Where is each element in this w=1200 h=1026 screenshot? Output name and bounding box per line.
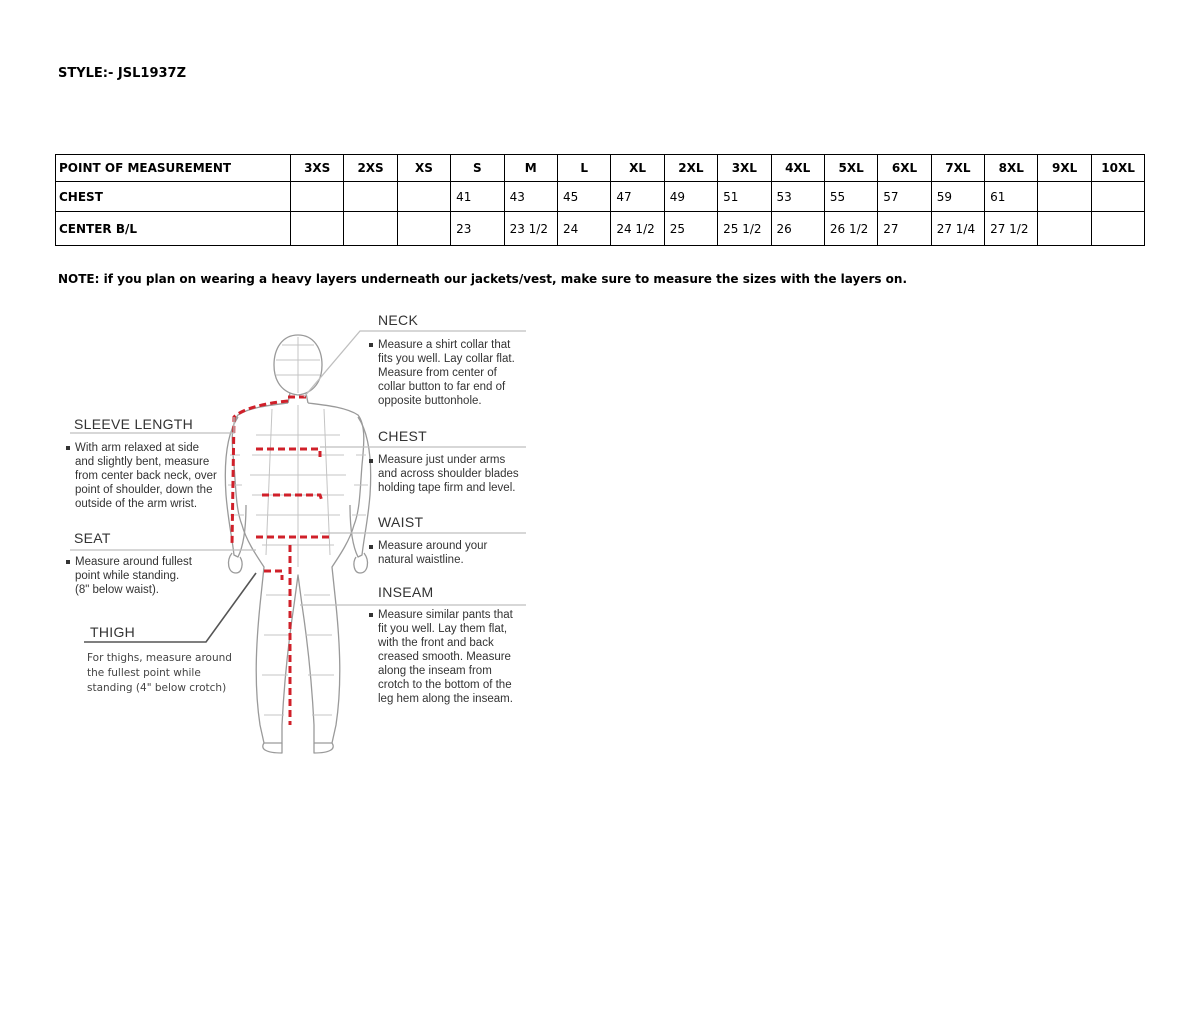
- chest-title: CHEST: [378, 428, 427, 444]
- table-cell: 55: [824, 182, 877, 212]
- size-header: 2XS: [344, 155, 397, 182]
- waist-desc-line: Measure around your: [378, 540, 488, 552]
- inseam-desc-line: with the front and back: [378, 637, 494, 649]
- table-cell: 25: [664, 212, 717, 246]
- thigh-desc-line: the fullest point while: [87, 667, 201, 679]
- table-cell: 41: [451, 182, 504, 212]
- table-cell: 51: [718, 182, 771, 212]
- table-cell: [1038, 182, 1091, 212]
- row-label: CHEST: [56, 182, 291, 212]
- table-cell: [1038, 212, 1091, 246]
- sleeve-measure-line: [232, 401, 288, 545]
- thigh-title: THIGH: [90, 624, 136, 640]
- neck-desc-line: collar button to far end of: [378, 381, 506, 393]
- size-header: 6XL: [878, 155, 931, 182]
- size-header: 10XL: [1091, 155, 1144, 182]
- body-figure-illustration: [225, 335, 370, 753]
- layering-note: NOTE: if you plan on wearing a heavy layers underneath our jackets/vest, make sure to measure the sizes with the layers on.: [58, 272, 908, 286]
- size-header: S: [451, 155, 504, 182]
- size-header: 7XL: [931, 155, 984, 182]
- table-cell: 53: [771, 182, 824, 212]
- inseam-title: INSEAM: [378, 584, 434, 600]
- chest-measure-line: [256, 449, 320, 457]
- neck-desc-line: Measure a shirt collar that: [378, 339, 511, 351]
- measurement-lines: [232, 397, 330, 725]
- table-cell: 45: [557, 182, 610, 212]
- neck-desc-line: fits you well. Lay collar flat.: [378, 353, 515, 365]
- inseam-bullet: [369, 613, 373, 617]
- seat-title: SEAT: [74, 530, 111, 546]
- table-cell: 27 1/4: [931, 212, 984, 246]
- chest-desc-line: and across shoulder blades: [378, 468, 519, 480]
- table-cell: [344, 182, 397, 212]
- waist-measure-line: [262, 495, 322, 501]
- table-cell: 26: [771, 212, 824, 246]
- size-header: 8XL: [985, 155, 1038, 182]
- inseam-desc-line: crotch to the bottom of the: [378, 679, 512, 691]
- table-cell: 49: [664, 182, 717, 212]
- sleeve-desc-line: With arm relaxed at side: [75, 442, 199, 454]
- table-cell: 61: [985, 182, 1038, 212]
- inseam-desc-line: Measure similar pants that: [378, 609, 513, 621]
- sleeve-title: SLEEVE LENGTH: [74, 416, 194, 432]
- size-header: 3XL: [718, 155, 771, 182]
- seat-desc-line: point while standing.: [75, 570, 180, 582]
- size-header: 9XL: [1038, 155, 1091, 182]
- table-cell: [344, 212, 397, 246]
- table-cell: [1091, 212, 1144, 246]
- style-label: STYLE:- JSL1937Z: [58, 66, 187, 81]
- size-header: 3XS: [291, 155, 344, 182]
- table-cell: [397, 182, 450, 212]
- neck-title: NECK: [378, 312, 419, 328]
- size-header: XL: [611, 155, 664, 182]
- size-header: M: [504, 155, 557, 182]
- table-row-center-bl: [56, 212, 1145, 246]
- inseam-desc-line: leg hem along the inseam.: [378, 693, 513, 705]
- size-header: L: [557, 155, 610, 182]
- table-cell: 24 1/2: [611, 212, 664, 246]
- chest-desc-line: Measure just under arms: [378, 454, 506, 466]
- table-cell: 47: [611, 182, 664, 212]
- table-cell: [397, 212, 450, 246]
- thigh-desc-line: For thighs, measure around: [87, 652, 232, 664]
- sleeve-desc-line: from center back neck, over: [75, 470, 217, 482]
- size-header: 2XL: [664, 155, 717, 182]
- header-point-of-measurement: POINT OF MEASUREMENT: [56, 155, 291, 182]
- table-cell: 57: [878, 182, 931, 212]
- table-cell: [291, 182, 344, 212]
- chest-bullet: [369, 459, 373, 463]
- sleeve-desc-line: outside of the arm wrist.: [75, 498, 198, 510]
- size-header: XS: [397, 155, 450, 182]
- seat-bullet: [66, 560, 70, 564]
- table-cell: [291, 212, 344, 246]
- table-cell: 27 1/2: [985, 212, 1038, 246]
- table-row-chest: [56, 182, 1145, 212]
- table-cell: 43: [504, 182, 557, 212]
- table-header-row: [56, 155, 1145, 182]
- neck-desc-line: Measure from center of: [378, 367, 497, 379]
- inseam-desc-line: creased smooth. Measure: [378, 651, 511, 663]
- table-cell: 24: [557, 212, 610, 246]
- inseam-desc-line: fit you well. Lay them flat,: [378, 623, 508, 635]
- size-header: 5XL: [824, 155, 877, 182]
- sleeve-bullet: [66, 446, 70, 450]
- waist-title: WAIST: [378, 514, 424, 530]
- thigh-desc-line: standing (4" below crotch): [87, 682, 227, 694]
- table-cell: 27: [878, 212, 931, 246]
- table-cell: [1091, 182, 1144, 212]
- table-cell: 23: [451, 212, 504, 246]
- measurement-diagram: [60, 305, 540, 765]
- waist-bullet: [369, 545, 373, 549]
- waist-desc-line: natural waistline.: [378, 554, 464, 566]
- row-label: CENTER B/L: [56, 212, 291, 246]
- table-cell: 59: [931, 182, 984, 212]
- sleeve-desc-line: point of shoulder, down the: [75, 484, 213, 496]
- sleeve-desc-line: and slightly bent, measure: [75, 456, 210, 468]
- neck-desc-line: opposite buttonhole.: [378, 395, 482, 407]
- size-header: 4XL: [771, 155, 824, 182]
- thigh-measure-line: [264, 571, 282, 580]
- seat-desc-line: Measure around fullest: [75, 556, 192, 568]
- chest-desc-line: holding tape firm and level.: [378, 482, 516, 494]
- table-cell: 23 1/2: [504, 212, 557, 246]
- table-cell: 26 1/2: [824, 212, 877, 246]
- inseam-desc-line: along the inseam from: [378, 665, 492, 677]
- neck-bullet: [369, 343, 373, 347]
- seat-desc-line: (8" below waist).: [75, 584, 159, 596]
- table-cell: 25 1/2: [718, 212, 771, 246]
- size-chart-table: [55, 154, 1145, 246]
